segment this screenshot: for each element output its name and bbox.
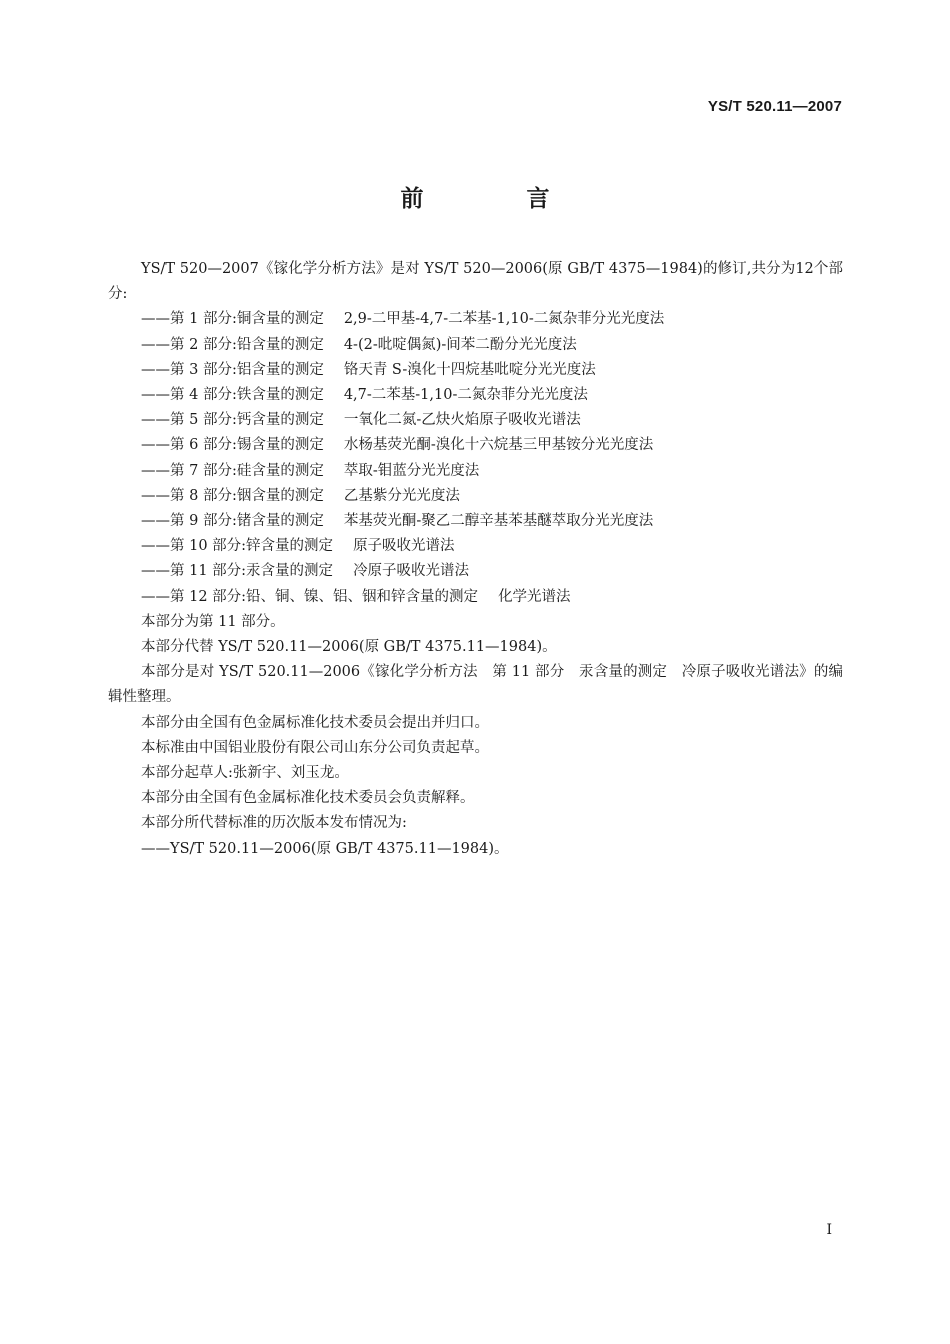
editorial-statement: 本部分是对 YS/T 520.11—2006《镓化学分析方法 第 11 部分 汞含量的测定 冷原子吸收光谱法》的编辑性整理。 [108,664,843,706]
part-method: 原子吸收光谱法 [353,538,455,555]
part-title: ——第 9 部分:锗含量的测定 [141,513,324,530]
foreword-body [108,257,843,862]
list-item [108,358,843,383]
page-title: 前 言 [400,186,590,212]
page-number: I [826,1222,832,1238]
part-title: ——第 4 部分:铁含量的测定 [141,387,324,404]
part-title: ——第 3 部分:铝含量的测定 [141,361,324,378]
list-item [108,509,843,534]
part-method: 萃取-钼蓝分光光度法 [343,462,480,479]
part-method: 2,9-二甲基-4,7-二苯基-1,10-二氮杂菲分光光度法 [343,311,665,328]
intro-paragraph: YS/T 520—2007《镓化学分析方法》是对 YS/T 520—2006(原 GB/T 4375—1984)的修订,共分为12个部分: [108,261,843,303]
list-item [108,408,843,433]
drafted-by-statement: 本标准由中国铝业股份有限公司山东分公司负责起草。 [141,739,489,756]
part-method: 一氧化二氮-乙炔火焰原子吸收光谱法 [343,412,581,429]
part-method: 铬天青 S-溴化十四烷基吡啶分光光度法 [343,361,596,378]
part-title: ——第 6 部分:锡含量的测定 [141,437,324,454]
document-code: YS/T 520.11—2007 [707,98,842,115]
part-method: 化学光谱法 [498,588,571,605]
history-intro: 本部分所代替标准的历次版本发布情况为: [141,815,407,832]
part-method: 冷原子吸收光谱法 [353,563,470,580]
part-title: ——第 1 部分:铜含量的测定 [141,311,324,328]
list-item [108,585,843,610]
list-item [108,383,843,408]
interpretation-statement: 本部分由全国有色金属标准化技术委员会负责解释。 [141,790,475,807]
drafters-statement: 本部分起草人:张新宇、刘玉龙。 [141,765,349,782]
part-title: ——第 5 部分:钙含量的测定 [141,412,324,429]
part-title: ——第 12 部分:铅、铜、镍、铝、铟和锌含量的测定 [141,588,479,605]
replaces-statement: 本部分代替 YS/T 520.11—2006(原 GB/T 4375.11—1984)。 [141,639,557,656]
part-method: 苯基荧光酮-聚乙二醇辛基苯基醚萃取分光光度法 [343,513,654,530]
part-title: ——第 11 部分:汞含量的测定 [141,563,334,580]
proposed-by-statement: 本部分由全国有色金属标准化技术委员会提出并归口。 [141,714,489,731]
part-title: ——第 2 部分:铅含量的测定 [141,336,324,353]
part-title: ——第 8 部分:铟含量的测定 [141,487,324,504]
this-part-statement: 本部分为第 11 部分。 [141,613,285,630]
part-title: ——第 7 部分:硅含量的测定 [141,462,324,479]
list-item [108,484,843,509]
part-method: 乙基紫分光光度法 [343,487,460,504]
list-item [108,459,843,484]
list-item [108,307,843,332]
list-item [108,534,843,559]
list-item [108,333,843,358]
part-method: 4-(2-吡啶偶氮)-间苯二酚分光光度法 [343,336,577,353]
history-item: ——YS/T 520.11—2006(原 GB/T 4375.11—1984)。 [141,840,509,857]
list-item [108,433,843,458]
part-title: ——第 10 部分:锌含量的测定 [141,538,334,555]
list-item [108,559,843,584]
part-method: 4,7-二苯基-1,10-二氮杂菲分光光度法 [343,387,588,404]
part-method: 水杨基荧光酮-溴化十六烷基三甲基铵分光光度法 [343,437,654,454]
parts-list [108,307,843,609]
